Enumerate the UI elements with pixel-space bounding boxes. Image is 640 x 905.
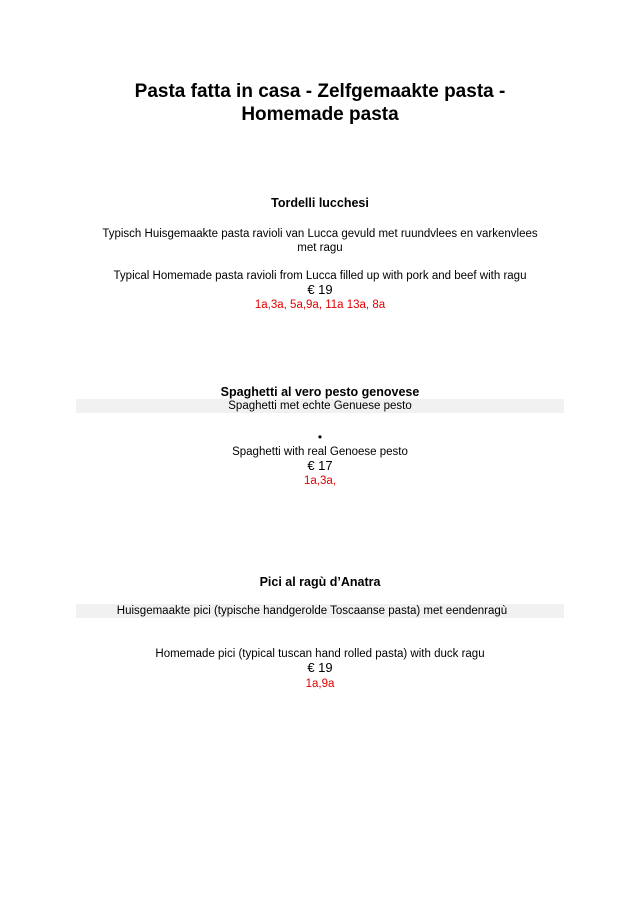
dish-price: € 17 [307, 458, 333, 473]
dish-description-en: Typical Homemade pasta ravioli from Lucca filled up with pork and beef with ragu [113, 270, 527, 282]
bullet-point: • [317, 430, 323, 444]
dish-description-nl: Spaghetti met echte Genuese pesto [228, 400, 412, 412]
page-title [80, 80, 560, 126]
dish-description-en: Homemade pici (typical tuscan hand rolled pasta) with duck ragu [155, 648, 485, 660]
allergen-codes: 1a,9a [305, 678, 335, 690]
dish-price: € 19 [307, 282, 333, 297]
dish-name-tordelli: Tordelli lucchesi [271, 196, 369, 210]
dish-price: € 19 [307, 660, 333, 675]
dish-description-nl: Huisgemaakte pici (typische handgerolde Toscaanse pasta) met eendenragù [116, 605, 508, 617]
allergen-codes: 1a,3a, [304, 475, 336, 487]
dish-name-pici: Pici al ragù d’Anatra [259, 575, 381, 589]
page-title-line-1: Pasta fatta in casa - Zelfgemaakte pasta - [134, 81, 506, 102]
dish-description-en: Spaghetti with real Genoese pesto [232, 446, 408, 458]
dish-name-spaghetti: Spaghetti al vero pesto genovese [220, 385, 420, 399]
page-title-line-2: Homemade pasta [241, 104, 399, 125]
dish-description-nl-cont: met ragu [297, 242, 343, 254]
allergen-codes: 1a,3a, 5a,9a, 11a 13a, 8a [254, 299, 386, 311]
dish-description-nl: Typisch Huisgemaakte pasta ravioli van Lucca gevuld met ruundvlees en varkenvlees [102, 228, 538, 240]
